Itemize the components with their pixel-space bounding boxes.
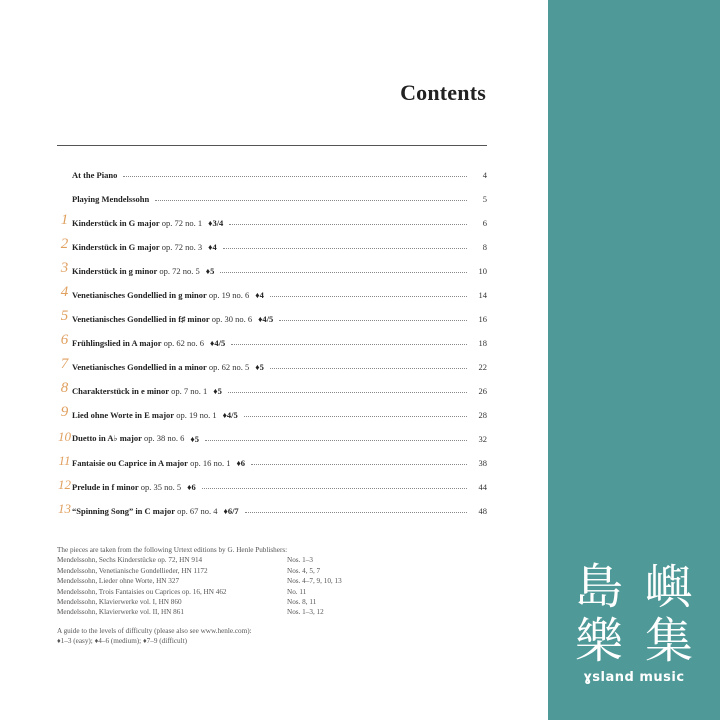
dot-leader xyxy=(229,224,467,225)
toc-entry xyxy=(57,420,487,444)
source-edition: Mendelssohn, Venetianische Gondellieder, HN 1172 xyxy=(57,566,208,575)
entry-title: At the Piano xyxy=(72,170,118,180)
entry-title: Prelude in f minor xyxy=(72,482,139,492)
source-edition: Mendelssohn, Lieder ohne Worte, HN 327 xyxy=(57,577,180,586)
dot-leader xyxy=(279,320,467,321)
entry-label xyxy=(72,386,207,396)
toc-entry xyxy=(57,156,487,180)
entry-opus: op. 19 no. 1 xyxy=(176,410,217,420)
entry-label xyxy=(72,194,149,204)
page-number: 16 xyxy=(478,314,487,324)
difficulty-level: ♦3/4 xyxy=(208,218,224,228)
source-numbers: Nos. 1–3, 12 xyxy=(287,608,324,617)
dot-leader xyxy=(202,488,467,489)
source-edition: Mendelssohn, Trois Fantaisies ou Caprices op. 16, HN 462 xyxy=(57,587,227,596)
toc-entry xyxy=(57,492,487,516)
dot-leader xyxy=(245,512,467,513)
page-number: 32 xyxy=(478,434,487,444)
entry-number: 11 xyxy=(58,453,71,468)
difficulty-level: ♦5 xyxy=(205,266,215,276)
toc-entry xyxy=(57,396,487,420)
entry-label xyxy=(72,482,181,492)
entry-title: Venetianisches Gondellied in a minor xyxy=(72,362,207,372)
difficulty-level: ♦4/5 xyxy=(258,314,274,324)
entry-opus: op. 72 no. 3 xyxy=(161,242,203,252)
dot-leader xyxy=(270,296,467,297)
difficulty-level: ♦5 xyxy=(255,362,264,372)
entry-title: Charakterstück in e minor xyxy=(72,386,170,396)
dot-leader xyxy=(270,368,467,369)
difficulty-guide: A guide to the levels of difficulty (please also see www.henle.com): xyxy=(57,626,252,635)
page-number: 6 xyxy=(482,218,487,228)
title-rule xyxy=(57,145,487,146)
entry-opus: op. 72 no. 1 xyxy=(161,218,203,228)
toc-entry xyxy=(57,276,487,300)
toc-entry xyxy=(57,444,487,468)
difficulty-level: ♦6/7 xyxy=(223,506,239,516)
entry-title: Venetianisches Gondellied in g minor xyxy=(72,290,207,300)
page-number: 48 xyxy=(478,506,487,516)
toc-entry xyxy=(57,300,487,324)
difficulty-level: ♦4/5 xyxy=(210,338,226,348)
toc-entry xyxy=(57,228,487,252)
entry-label xyxy=(72,242,202,252)
entry-title: “Spinning Song” in C major xyxy=(72,506,175,516)
toc-entry xyxy=(57,252,487,276)
entry-number: 2 xyxy=(60,236,69,252)
entry-label xyxy=(72,314,252,324)
entry-opus: op. 38 no. 6 xyxy=(144,433,185,443)
page-number: 5 xyxy=(482,194,487,204)
difficulty-level: ♦5 xyxy=(190,434,199,444)
logo-char: 集 xyxy=(644,613,693,669)
entry-title: Lied ohne Worte in E major xyxy=(72,410,175,420)
dot-leader xyxy=(223,248,467,249)
source-numbers: No. 11 xyxy=(287,587,307,596)
entry-title: Kinderstück in G major xyxy=(72,218,160,228)
entry-title: Kinderstück in g minor xyxy=(72,266,158,276)
toc-entry xyxy=(57,204,487,228)
entry-opus: op. 19 no. 6 xyxy=(208,290,250,300)
logo-char: 嶼 xyxy=(644,559,693,615)
entry-opus: op. 72 no. 5 xyxy=(159,266,200,276)
dot-leader xyxy=(251,464,467,465)
entry-number: 1 xyxy=(60,212,69,228)
page-number: 22 xyxy=(478,362,487,372)
difficulty-level: ♦4 xyxy=(208,242,217,252)
entry-number: 3 xyxy=(60,260,69,276)
entry-opus: op. 67 no. 4 xyxy=(177,506,218,516)
entry-number: 9 xyxy=(60,404,69,420)
entry-title: Duetto in A♭ major xyxy=(72,433,142,443)
entry-number: 10 xyxy=(58,429,71,444)
source-edition: Mendelssohn, Klavierwerke vol. II, HN 861 xyxy=(57,608,184,617)
logo-char: 樂 xyxy=(574,613,623,669)
entry-label xyxy=(72,410,217,420)
page-number: 8 xyxy=(482,242,487,252)
entry-label xyxy=(72,266,200,276)
notes-intro: The pieces are taken from the following Urtext editions by G. Henle Publishers: xyxy=(57,546,288,554)
page-number: 44 xyxy=(478,482,487,492)
toc-entry xyxy=(57,180,487,204)
entry-label xyxy=(72,506,217,516)
source-numbers: Nos. 1–3 xyxy=(287,556,313,565)
logo-english: ɣsland music xyxy=(583,670,685,685)
toc-entry xyxy=(57,348,487,372)
entry-label xyxy=(72,290,249,300)
entry-label xyxy=(72,433,184,444)
entry-number: 7 xyxy=(60,356,69,372)
page-number: 38 xyxy=(478,458,487,468)
entry-opus: op. 35 no. 5 xyxy=(140,482,182,492)
page-number: 4 xyxy=(482,170,487,180)
dot-leader xyxy=(123,176,467,177)
difficulty-levels: ♦1–3 (easy); ♦4–6 (medium); ♦7–9 (difficult) xyxy=(57,637,188,646)
entry-opus: op. 62 no. 6 xyxy=(163,338,204,348)
entry-number: 4 xyxy=(60,284,69,300)
entry-title: Venetianisches Gondellied in f♯ minor xyxy=(72,314,210,324)
difficulty-level: ♦5 xyxy=(213,386,222,396)
toc-entry xyxy=(57,468,487,492)
page-number: 14 xyxy=(478,290,487,300)
entry-label xyxy=(72,170,117,180)
entry-label xyxy=(72,362,249,372)
entry-opus: op. 30 no. 6 xyxy=(211,314,253,324)
page-number: 26 xyxy=(478,386,487,396)
toc-entry xyxy=(57,324,487,348)
entry-opus: op. 16 no. 1 xyxy=(190,458,231,468)
difficulty-level: ♦6 xyxy=(236,458,246,468)
sources-list xyxy=(57,555,497,617)
difficulty-level: ♦4/5 xyxy=(222,410,238,420)
source-edition: Mendelssohn, Klavierwerke vol. I, HN 860 xyxy=(57,598,182,607)
dot-leader xyxy=(205,440,467,441)
toc-entry xyxy=(57,372,487,396)
logo-char: 島 xyxy=(574,559,623,615)
difficulty-level: ♦4 xyxy=(255,290,264,300)
entry-label xyxy=(72,338,204,348)
source-numbers: Nos. 4–7, 9, 10, 13 xyxy=(287,577,342,586)
difficulty-level: ♦6 xyxy=(187,482,196,492)
entry-title: Kinderstück in G major xyxy=(72,242,160,252)
edition-notes xyxy=(57,545,497,647)
entry-number: 6 xyxy=(60,332,69,348)
island-music-logo xyxy=(548,560,720,685)
entry-opus: op. 7 no. 1 xyxy=(171,386,208,396)
entry-label xyxy=(72,218,202,228)
dot-leader xyxy=(155,200,467,201)
page-number: 18 xyxy=(478,338,487,348)
entry-number: 13 xyxy=(58,501,71,516)
entry-label xyxy=(72,458,230,468)
source-numbers: Nos. 4, 5, 7 xyxy=(287,566,321,575)
source-edition: Mendelssohn, Sechs Kinderstücke op. 72, HN 914 xyxy=(57,556,203,565)
entry-number: 12 xyxy=(58,477,71,492)
page-number: 10 xyxy=(478,266,487,276)
dot-leader xyxy=(231,344,467,345)
entry-opus: op. 62 no. 5 xyxy=(208,362,250,372)
page-title: Contents xyxy=(400,80,486,105)
entry-title: Frühlingslied in A major xyxy=(72,338,162,348)
source-numbers: Nos. 8, 11 xyxy=(287,598,317,607)
page-number: 28 xyxy=(478,410,487,420)
dot-leader xyxy=(220,272,467,273)
dot-leader xyxy=(228,392,467,393)
entry-title: Playing Mendelssohn xyxy=(72,194,150,204)
dot-leader xyxy=(244,416,467,417)
entry-number: 8 xyxy=(60,380,69,396)
entry-number: 5 xyxy=(60,308,69,324)
entry-title: Fantaisie ou Caprice in A major xyxy=(72,458,188,468)
